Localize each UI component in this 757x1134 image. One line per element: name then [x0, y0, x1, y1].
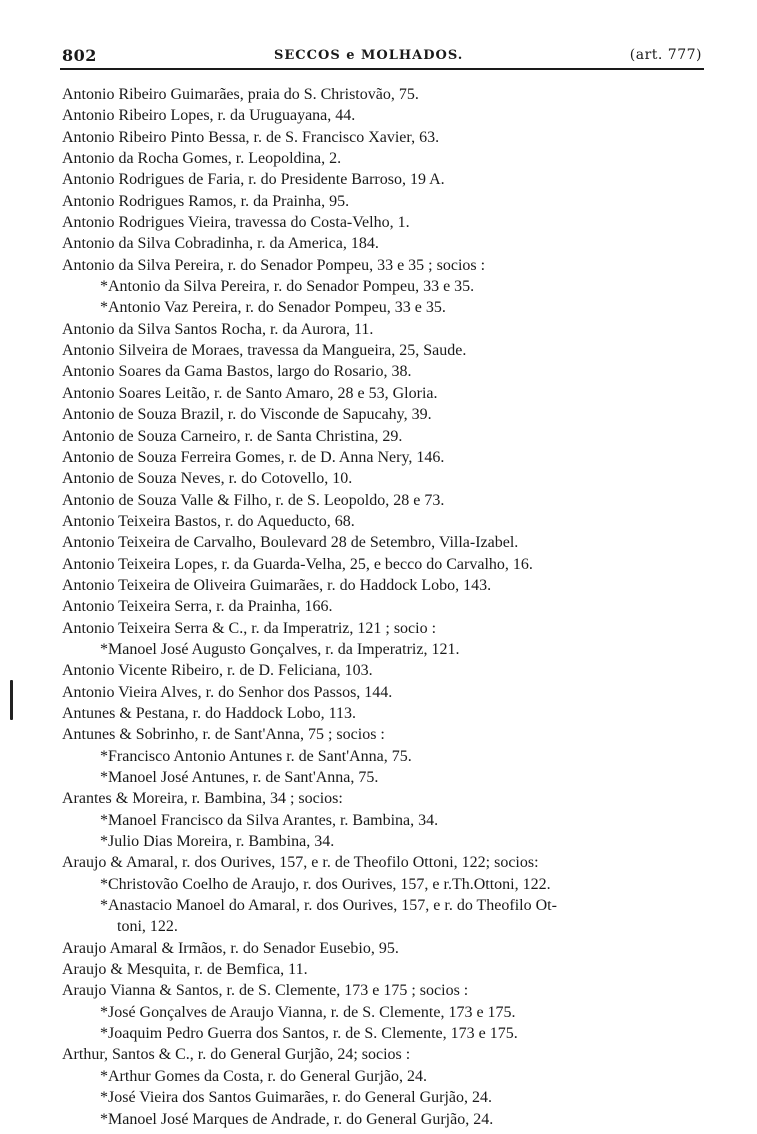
partner-entry: *Joaquim Pedro Guerra dos Santos, r. de S. Clemente, 173 e 175. — [100, 1025, 518, 1043]
directory-entry: Antonio Teixeira de Oliveira Guimarães, r. do Haddock Lobo, 143. — [62, 576, 492, 594]
page-title: SECCOS e MOLHADOS. — [274, 48, 464, 63]
header-rule — [60, 68, 704, 70]
partner-entry: *Arthur Gomes da Costa, r. do General Gurjão, 24. — [100, 1067, 428, 1085]
directory-entry: Antonio de Souza Neves, r. do Cotovello, 10. — [62, 470, 353, 488]
directory-entry: Antonio Silveira de Moraes, travessa da Mangueira, 25, Saude. — [62, 342, 467, 360]
partner-entry: *Antonio Vaz Pereira, r. do Senador Pompeu, 33 e 35. — [100, 299, 446, 317]
directory-entry: Araujo & Amaral, r. dos Ourives, 157, e r. de Theofilo Ottoni, 122; socios: — [62, 854, 539, 872]
directory-entry: Araujo Vianna & Santos, r. de S. Clemente, 173 e 175 ; socios : — [62, 982, 469, 1000]
directory-entry: Antonio de Souza Ferreira Gomes, r. de D. Anna Nery, 146. — [62, 448, 445, 466]
directory-entry: Antonio Rodrigues de Faria, r. do Presidente Barroso, 19 A. — [62, 171, 445, 189]
partner-entry: *Manoel José Marques de Andrade, r. do General Gurjão, 24. — [100, 1110, 494, 1128]
directory-entry: Antonio de Souza Carneiro, r. de Santa Christina, 29. — [62, 427, 403, 445]
directory-entry: Antonio Ribeiro Pinto Bessa, r. de S. Francisco Xavier, 63. — [62, 128, 440, 146]
directory-entry: Antonio da Silva Pereira, r. do Senador Pompeu, 33 e 35 ; socios : — [62, 256, 486, 274]
directory-entry: Antonio Soares Leitão, r. de Santo Amaro, 28 e 53, Gloria. — [62, 384, 438, 402]
directory-entry: Antonio de Souza Valle & Filho, r. de S. Leopoldo, 28 e 73. — [62, 491, 445, 509]
directory-entry: Antunes & Pestana, r. do Haddock Lobo, 113. — [62, 704, 357, 722]
directory-entry: Antonio da Silva Santos Rocha, r. da Aurora, 11. — [62, 320, 374, 338]
directory-entry: Antonio da Silva Cobradinha, r. da America, 184. — [62, 235, 379, 253]
directory-entry: Antonio Vicente Ribeiro, r. de D. Feliciana, 103. — [62, 662, 373, 680]
entry-list — [62, 84, 712, 1130]
directory-entry: Antonio da Rocha Gomes, r. Leopoldina, 2. — [62, 150, 342, 168]
partner-entry: *Manoel José Augusto Gonçalves, r. da Imperatriz, 121. — [100, 640, 460, 658]
partner-entry: *Julio Dias Moreira, r. Bambina, 34. — [100, 833, 335, 851]
partner-entry: *Manoel Francisco da Silva Arantes, r. Bambina, 34. — [100, 811, 439, 829]
directory-entry: Araujo Amaral & Irmãos, r. do Senador Eusebio, 95. — [62, 939, 399, 957]
directory-entry: Araujo & Mesquita, r. de Bemfica, 11. — [62, 961, 308, 979]
partner-entry: *Francisco Antonio Antunes r. de Sant'Anna, 75. — [100, 747, 412, 765]
directory-entry: Antonio Teixeira de Carvalho, Boulevard 28 de Setembro, Villa-Izabel. — [62, 534, 519, 552]
page-header — [62, 44, 702, 68]
partner-entry: *José Vieira dos Santos Guimarães, r. do General Gurjão, 24. — [100, 1089, 492, 1107]
directory-entry: Antonio Ribeiro Guimarães, praia do S. Christovão, 75. — [62, 86, 419, 103]
partner-entry: *Antonio da Silva Pereira, r. do Senador Pompeu, 33 e 35. — [100, 278, 475, 296]
article-reference: (art. 777) — [629, 47, 702, 63]
directory-entry: Antonio Teixeira Serra & C., r. da Imperatriz, 121 ; socio : — [62, 619, 437, 637]
partner-entry: *Christovão Coelho de Araujo, r. dos Ourives, 157, e r.Th.Ottoni, 122. — [100, 875, 551, 893]
directory-entry: Antonio Ribeiro Lopes, r. da Uruguayana, 44. — [62, 107, 356, 125]
directory-entry: Antonio Rodrigues Vieira, travessa do Costa-Velho, 1. — [62, 214, 410, 232]
directory-entry: Antonio Teixeira Serra, r. da Prainha, 166. — [62, 598, 333, 616]
directory-entry: Antonio Soares da Gama Bastos, largo do Rosario, 38. — [62, 363, 412, 381]
entry-continuation: toni, 122. — [117, 918, 178, 936]
directory-entry: Antunes & Sobrinho, r. de Sant'Anna, 75 ; socios : — [62, 726, 385, 744]
partner-entry: *Anastacio Manoel do Amaral, r. dos Ourives, 157, e r. do Theofilo Ot- — [100, 897, 557, 915]
directory-entry: Arantes & Moreira, r. Bambina, 34 ; socios: — [62, 790, 343, 808]
partner-entry: *Manoel José Antunes, r. de Sant'Anna, 75. — [100, 769, 379, 786]
directory-entry: Antonio Vieira Alves, r. do Senhor dos Passos, 144. — [62, 683, 393, 701]
directory-entry: Antonio de Souza Brazil, r. do Visconde de Sapucahy, 39. — [62, 406, 432, 424]
margin-mark — [10, 680, 13, 720]
partner-entry: *José Gonçalves de Araujo Vianna, r. de S. Clemente, 173 e 175. — [100, 1003, 516, 1021]
directory-entry: Antonio Rodrigues Ramos, r. da Prainha, 95. — [62, 192, 350, 210]
page-number: 802 — [62, 46, 97, 65]
directory-entry: Antonio Teixeira Lopes, r. da Guarda-Velha, 25, e becco do Carvalho, 16. — [62, 555, 533, 573]
directory-entry: Antonio Teixeira Bastos, r. do Aqueducto, 68. — [62, 512, 355, 530]
directory-entry: Arthur, Santos & C., r. do General Gurjão, 24; socios : — [62, 1046, 411, 1064]
